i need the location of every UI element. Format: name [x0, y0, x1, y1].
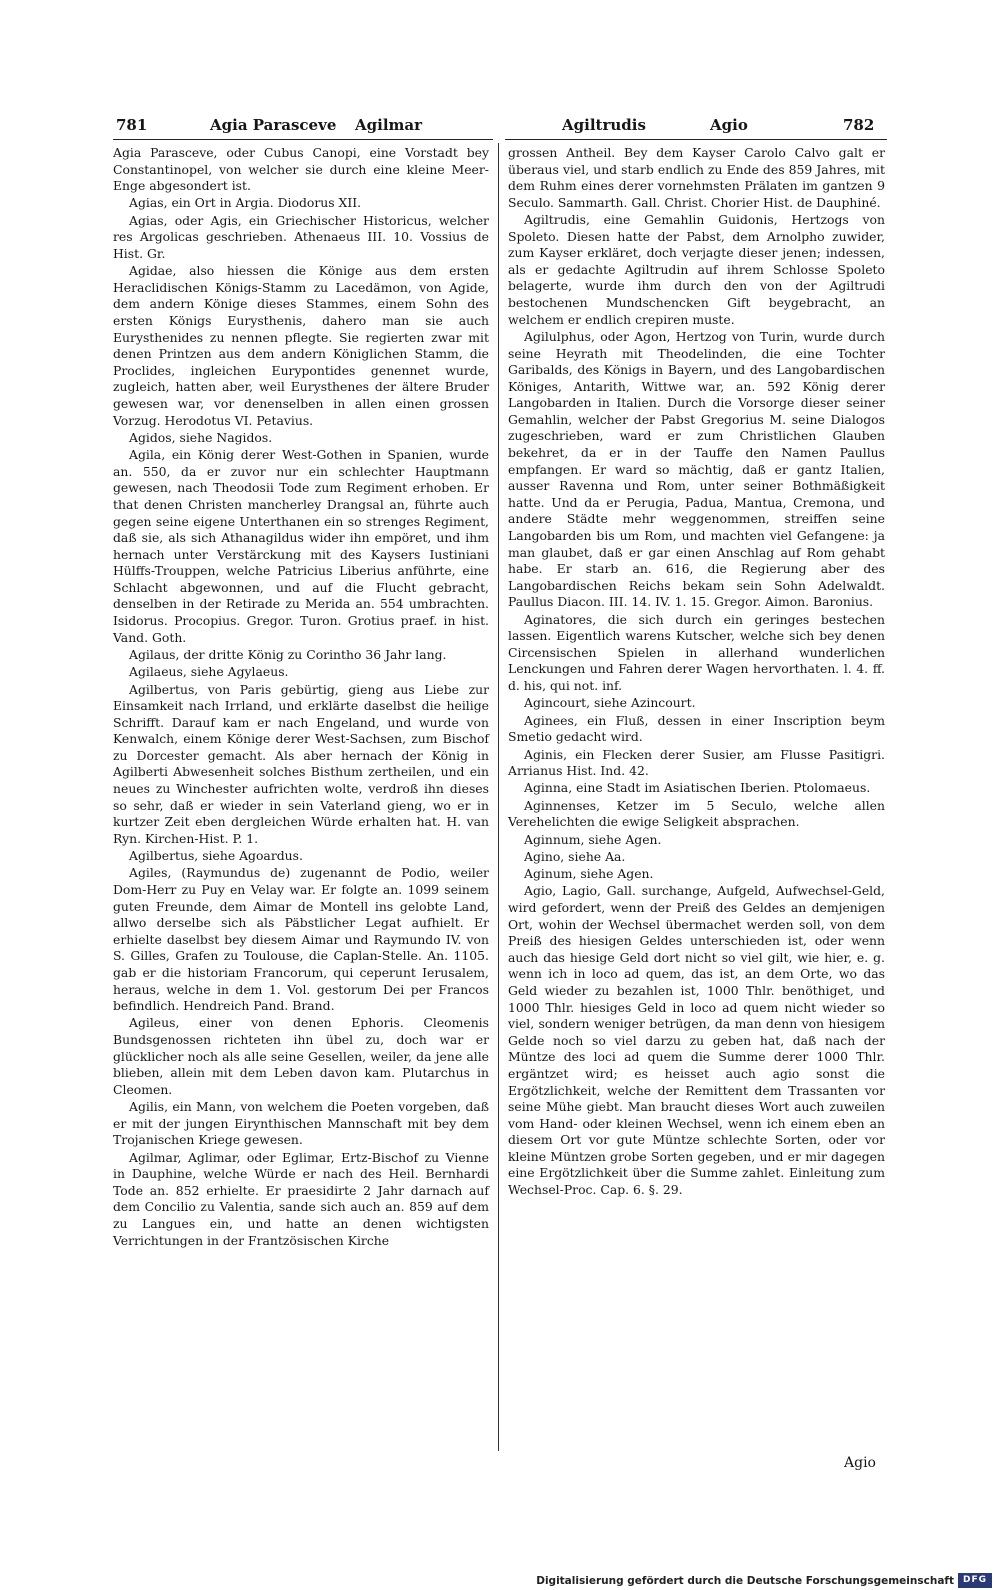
footer-text: Digitalisierung gefördert durch die Deutsche Forschungsgemeinschaft — [536, 1575, 954, 1587]
column-divider — [498, 143, 499, 1451]
right-head-last-entry: Agio — [710, 116, 748, 134]
entry-aginatores: Aginatores, die sich durch ein geringes bestechen lassen. Eigentlich warens Kutscher, welche sich bey denen Circensischen Spielen in allerhand wunderlichen Lenckungen und Fahren derer Wagen hervorthaten. l. 4. ff. d. his, qui not. inf. — [508, 611, 885, 694]
header-rule-right — [505, 139, 887, 140]
running-header — [0, 116, 1000, 138]
entry-agilmar: Agilmar, Aglimar, oder Eglimar, Ertz-Bischof zu Vienne in Dauphine, welche Würde er nach des Heil. Bernhardi Tode an. 852 erhielte. Er praesidirte 2 Jahr darnach auf dem Concilio zu Valentia, sande sich auch an. 859 auf dem zu Langues ein, und hatte an denen wichtigsten Verrichtungen in der Frantzösischen Kirche — [113, 1149, 489, 1248]
entry-agilulphus: Agilulphus, oder Agon, Hertzog von Turin, wurde durch seine Heyrath mit Theodelinden, die eine Tochter Garibalds, des Königs in Bayern, und des Langobardischen Königes, Antarith, Wittwe war, an. 592 König derer Langobarden in Italien. Durch die Vorsorge dieser seiner Gemahlin, welcher der Pabst Gregorius M. seine Dialogos zugeschrieben, ward er zum Christlichen Glauben bekehret, da er in der Tauffe den Namen Paullus empfangen. Er ward so mächtig, daß er gantz Italien, ausser Ravenna und Rom, unter seiner Bothmäßigkeit hatte. Und da er Perugia, Padua, Mantua, Cremona, und andere Städte mehr weggenommen, streiffen seine Langobarden bis um Rom, und machten viel Gefangene: ja man glaubet, daß er gar einen Anschlag auf Rom gehabt habe. Er starb an. 616, die Regierung aber des Langobardischen Reichs bekam sein Sohn Adelwaldt. Paullus Diacon. III. 14. IV. 1. 15. Gregor. Aimon. Baronius. — [508, 328, 885, 610]
entry-agileus: Agileus, einer von denen Ephoris. Cleomenis Bundsgenossen richteten ihn übel zu, doch war er glücklicher noch als alle seine Gesellen, weiler, da jene alle blieben, allein mit dem Leben davon kam. Plutarchus in Cleomen. — [113, 1015, 489, 1097]
entry-agilbertus: Agilbertus, von Paris gebürtig, gieng aus Liebe zur Einsamkeit nach Irrland, und erklärte daselbst die heilige Schrifft. Darauf kam er nach Engeland, und wurde von Kenwalch, einem Könige derer West-Sachsen, zum Bischof zu Dorcester gemacht. Als aber hernach der König in Agilberti Abwesenheit solches Bisthum zertheilen, und ein neues zu Winchester aufrichten wolte, verdroß ihn dieses so sehr, daß er wieder in sein Vaterland gieng, wo er in kurtzer Zeit eben dergleichen Würde erhalten hat. H. van Ryn. Kirchen-Hist. P. 1. — [113, 681, 489, 846]
entry-aginna: Aginna, eine Stadt im Asiatischen Iberien. Ptolomaeus. — [524, 780, 871, 796]
entry-agilaeus: Agilaeus, siehe Agylaeus. — [129, 664, 289, 680]
entry-agilbertus-ref: Agilbertus, siehe Agoardus. — [129, 848, 303, 864]
entry-aginis: Aginis, ein Flecken derer Susier, am Flusse Pasitigri. Arrianus Hist. Ind. 42. — [508, 746, 885, 779]
entry-aginnum: Aginnum, siehe Agen. — [524, 831, 662, 847]
entry-aginees: Aginees, ein Fluß, dessen in einer Inscription beym Smetio gedacht wird. — [508, 712, 885, 745]
entry-agilis: Agilis, ein Mann, von welchem die Poeten vorgeben, daß er mit der jungen Eirynthischen Mannschaft mit bey dem Trojanischen Kriege gewesen. — [113, 1099, 489, 1148]
entry-agias-historian: Agias, oder Agis, ein Griechischer Historicus, welcher res Argolicas geschrieben. Athenaeus III. 10. Vossius de Hist. Gr. — [113, 212, 489, 261]
dfg-logo: DFG — [958, 1573, 992, 1588]
entry-agino: Agino, siehe Aa. — [524, 848, 626, 864]
digitization-footer — [536, 1572, 1000, 1590]
header-rule-left — [113, 139, 493, 140]
catchword: Agio — [844, 1455, 876, 1471]
entry-agidos: Agidos, siehe Nagidos. — [129, 429, 273, 445]
right-column — [508, 145, 885, 1199]
left-head-last-entry: Agilmar — [355, 116, 423, 134]
entry-agidae: Agidae, also hiessen die Könige aus dem ersten Heraclidischen Königs-Stamm zu Lacedämon, von Agide, dem andern Könige dieses Stammes, einem Sohn des ersten Königs Eurysthenis, dahero man sie auch Eurysthenides zu nennen pflegte. Sie regierten zwar mit denen Printzen aus dem andern Königlichen Stamm, die Proclides, ingleichen Eurypontides genennet wurde, zugleich, hatten aber, weil Eurysthenes der ältere Bruder gewesen war, vor denenselben in allen einen grossen Vorzug. Herodotus VI. Petavius. — [113, 263, 489, 428]
entry-agincourt: Agincourt, siehe Azincourt. — [524, 695, 696, 711]
left-page-number: 781 — [116, 116, 148, 134]
entry-agiltrudis: Agiltrudis, eine Gemahlin Guidonis, Hertzogs von Spoleto. Diesen hatte der Pabst, dem Arnolpho zuwider, zum Kayser erkläret, doch verjagte dieser jenen; indessen, als er gedachte Agiltrudin auf ihrem Schlosse Spoleto belagerte, wurde ihm durch den von der Agiltrudi bestochenen Mundschencken Gift beygebracht, an welchem er endlich crepiren muste. — [508, 212, 885, 327]
right-head-first-entry: Agiltrudis — [562, 116, 646, 134]
left-head-first-entry: Agia Parasceve — [210, 116, 337, 134]
entry-agia-parasceve: Agia Parasceve, oder Cubus Canopi, eine Vorstadt bey Constantinopel, von welcher sie durch eine kleine Meer-Enge abgesondert ist. — [113, 145, 489, 194]
entry-agio: Agio, Lagio, Gall. surchange, Aufgeld, Aufwechsel-Geld, wird gefordert, wenn der Preiß des Geldes an demjenigen Ort, wohin der Wechsel übermachet werden soll, von dem Preiß des hiesigen Geldes unterschieden ist, oder wenn auch das hiesige Geld dort nicht so viel gilt, wie hier, e. g. wenn ich in loco ad quem, das ist, an dem Orte, wo das Geld wieder zu bezahlen ist, 1000 Thlr. benöthiget, und 1000 Thlr. hiesiges Geld in loco ad quem nicht wieder so viel, sondern weniger betrügen, da man denn von hiesigem Gelde noch so viel darzu zu geben hat, daß nach der Müntze des loci ad quem die Summe derer 1000 Thlr. ergäntzet wird; es heisset auch agio sonst die Ergötzlichkeit, welche der Remittent dem Trassanten vor seine Mühe giebt. Man braucht dieses Wort auch zuweilen vom Hand- oder kleinen Wechsel, wenn ich einem eben an diesem Ort vor gute Müntze schlechte Sorten, oder vor kleine Müntzen grobe Sorten gegeben, und er mir dagegen eine Ergötzlichkeit über die Summe zahlet. Einleitung zum Wechsel-Proc. Cap. 6. §. 29. — [508, 883, 885, 1198]
entry-agias-place: Agias, ein Ort in Argia. Diodorus XII. — [129, 195, 362, 211]
right-page-number: 782 — [843, 116, 875, 134]
entry-agiles: Agiles, (Raymundus de) zugenannt de Podio, weiler Dom-Herr zu Puy en Velay war. Er folgte an. 1099 seinem guten Freunde, dem Aimar de Montell ins gelobte Land, allwo derselbe sich als Päbstlicher Legat aufhielt. Er erhielte daselbst bey diesem Aimar und Raymundo IV. von S. Gilles, Grafen zu Toulouse, die Caplan-Stelle. An. 1105. gab er die historiam Francorum, qui ceperunt Ierusalem, heraus, welche in dem 1. Vol. gestorum Dei per Francos befindlich. Hendreich Pand. Brand. — [113, 865, 489, 1014]
entry-agilaus: Agilaus, der dritte König zu Corintho 36 Jahr lang. — [129, 646, 447, 662]
entry-agilmar-continued: grossen Antheil. Bey dem Kayser Carolo Calvo galt er überaus viel, und starb endlich zu Ende des 859 Jahres, mit dem Ruhm eines derer vornehmsten Prälaten im gantzen 9 Seculo. Sammarth. Gall. Christ. Chorier Hist. de Dauphiné. — [508, 145, 885, 210]
entry-aginnenses: Aginnenses, Ketzer im 5 Seculo, welche allen Verehelichten die ewige Seligkeit absprachen. — [508, 797, 885, 830]
entry-aginum: Aginum, siehe Agen. — [524, 866, 654, 882]
entry-agila: Agila, ein König derer West-Gothen in Spanien, wurde an. 550, da er zuvor nur ein schlechter Hauptmann gewesen, nach Theodosii Tode zum Regiment erhoben. Er that denen Christen mancherley Drangsal an, führte auch gegen seine eigene Unterthanen ein so strenges Regiment, daß sie, als sich Athanagildus wider ihn empöret, und ihm hernach unter Verstärckung mit des Kaysers Iustiniani Hülffs-Trouppen, welche Patricius Liberius anführte, eine Schlacht abgewonnen, und auf die Flucht gebracht, denselben in der Retirade zu Merida an. 554 umbrachten. Isidorus. Procopius. Gregor. Turon. Grotius praef. in hist. Vand. Goth. — [113, 447, 489, 645]
left-column — [113, 145, 489, 1250]
